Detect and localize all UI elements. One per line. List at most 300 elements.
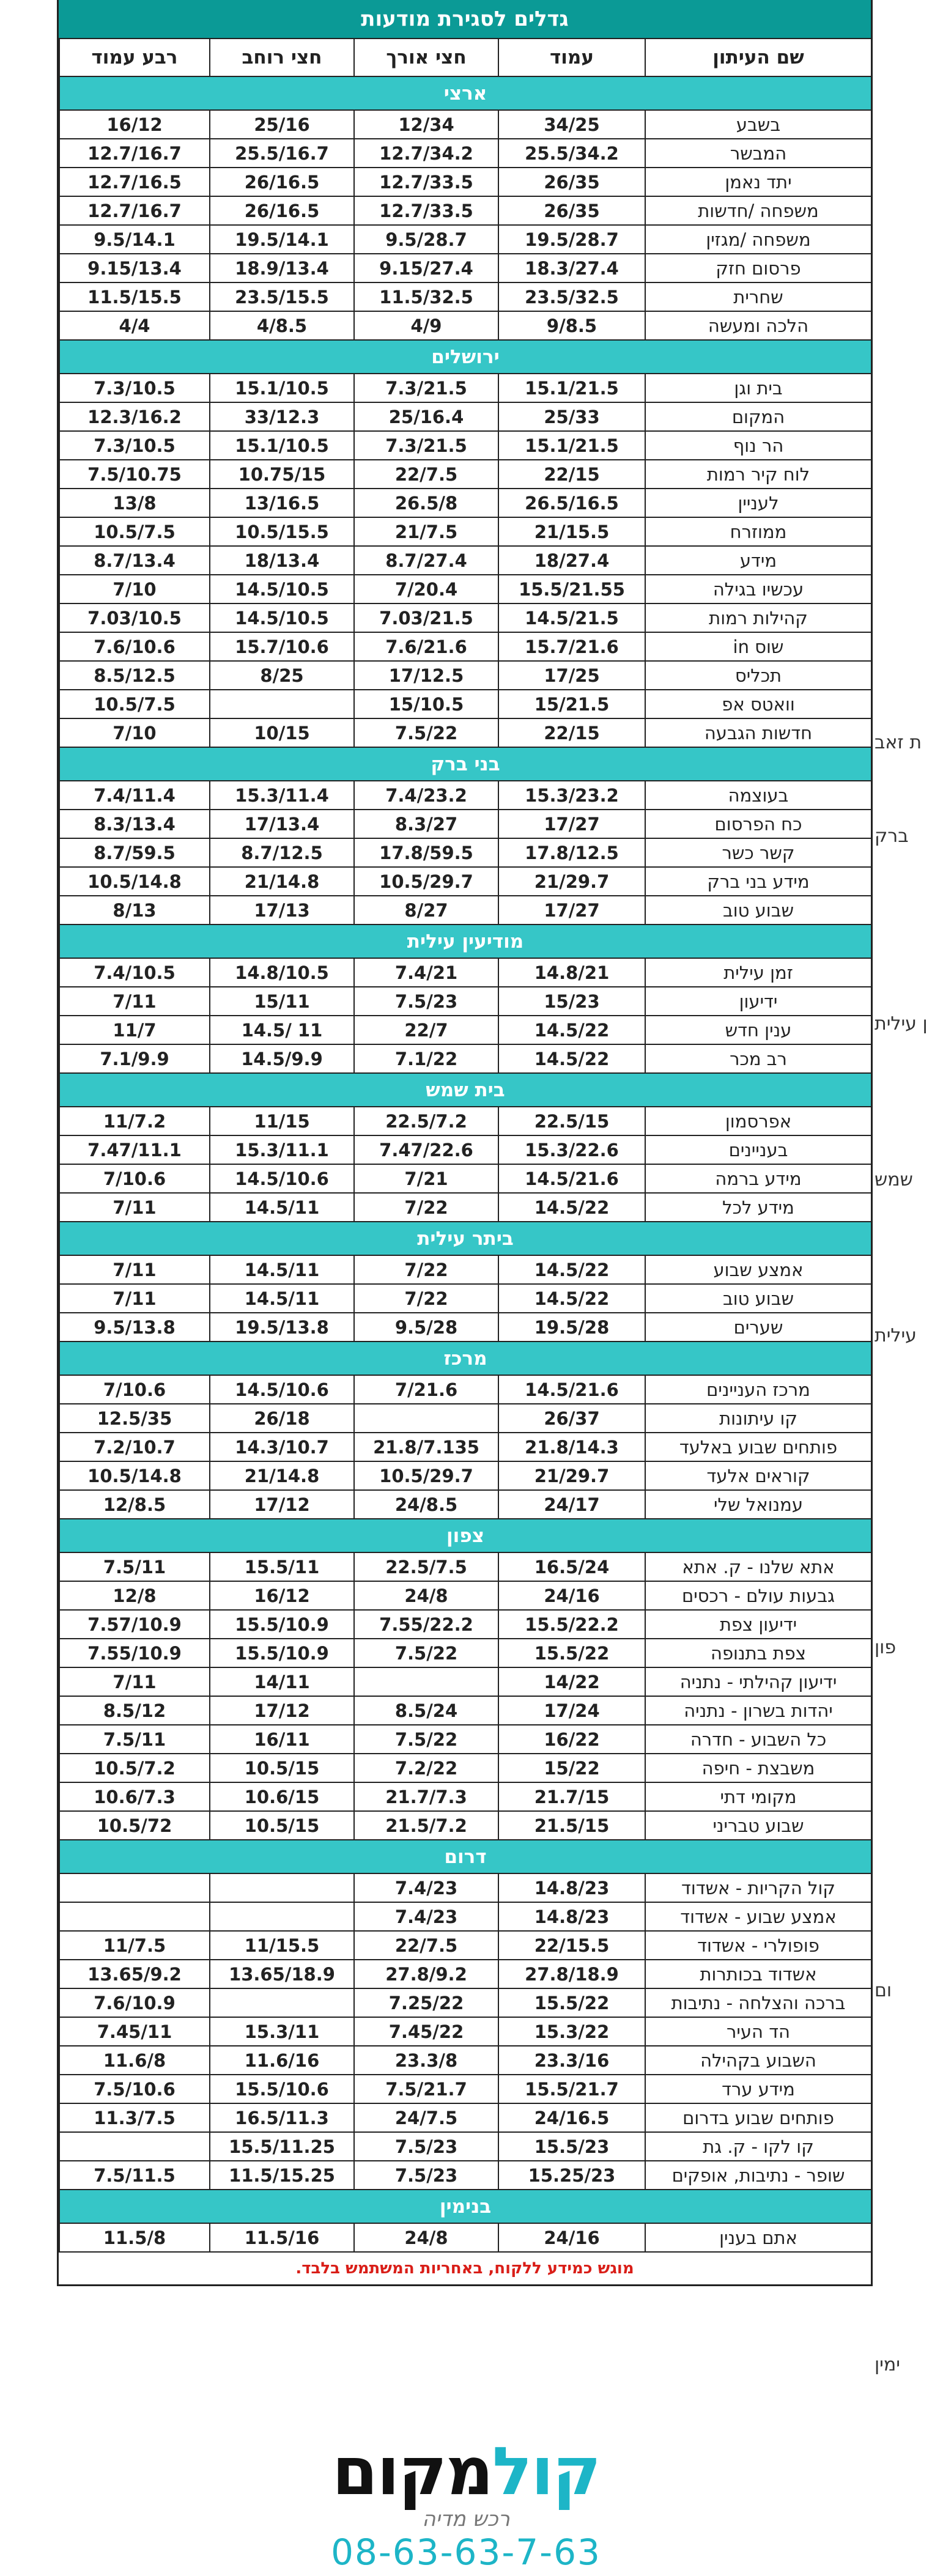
full-page-cell: 24/17 [498,1490,645,1519]
quarter-page-cell: 7.4/11.4 [59,781,210,810]
newspaper-name-cell: השבוע בקהילה [645,2046,871,2075]
region-header-row [59,924,871,958]
quarter-page-cell: 10.5/14.8 [59,867,210,896]
full-page-cell: 15/22 [498,1754,645,1782]
newspaper-name-cell: בעוצמה [645,781,871,810]
table-row [59,1811,871,1840]
half-width-cell: 14/11 [210,1667,354,1696]
full-page-cell: 34/25 [498,110,645,139]
quarter-page-cell: 10.6/7.3 [59,1782,210,1811]
half-width-cell: 8.7/12.5 [210,838,354,867]
sizes-table [59,38,872,2253]
table-row [59,958,871,987]
full-page-cell: 15.5/21.55 [498,575,645,603]
full-page-cell: 16/22 [498,1725,645,1754]
table-row [59,661,871,690]
region-name: דרום [59,1840,871,1873]
newspaper-name-cell: עמנואל שלי [645,1490,871,1519]
quarter-page-cell: 7.5/11 [59,1725,210,1754]
full-page-cell: 15.5/22.2 [498,1610,645,1639]
quarter-page-cell: 11.6/8 [59,2046,210,2075]
full-page-cell: 17.8/12.5 [498,838,645,867]
half-width-cell: 14.5/10.5 [210,603,354,632]
quarter-page-cell: 11/7.5 [59,1931,210,1960]
sizes-sheet [57,0,873,2286]
logo-word-kol: קול [492,2434,600,2510]
quarter-page-cell: 7/11 [59,1284,210,1313]
table-row [59,1960,871,1988]
full-page-cell: 14.5/22 [498,1044,645,1073]
newspaper-name-cell: מידע [645,546,871,575]
table-row [59,2161,871,2190]
table-row [59,838,871,867]
table-row [59,460,871,489]
full-page-cell: 14.5/22 [498,1193,645,1222]
half-width-cell: 11.6/16 [210,2046,354,2075]
half-length-cell: 8/27 [354,896,498,924]
side-label: פון [875,1637,897,1658]
half-length-cell: 22/7 [354,1016,498,1044]
quarter-page-cell: 12.7/16.7 [59,139,210,168]
half-length-cell: 7.5/22 [354,1639,498,1667]
half-length-cell: 21.7/7.3 [354,1782,498,1811]
quarter-page-cell: 7/10 [59,718,210,747]
half-width-cell: 14.5/ 11 [210,1016,354,1044]
newspaper-name-cell: מידע ערד [645,2075,871,2103]
half-length-cell: 17/12.5 [354,661,498,690]
sheet-title: גדלים לסגירת מודעות [59,0,871,38]
quarter-page-cell: 7.4/10.5 [59,958,210,987]
newspaper-name-cell: כח הפרסום [645,810,871,838]
half-width-cell: 25/16 [210,110,354,139]
table-row [59,1490,871,1519]
half-width-cell: 18/13.4 [210,546,354,575]
half-length-cell: 7.5/22 [354,718,498,747]
quarter-page-cell: 7.55/10.9 [59,1639,210,1667]
table-row [59,225,871,254]
half-width-cell: 8/25 [210,661,354,690]
full-page-cell: 15.1/21.5 [498,431,645,460]
full-page-cell: 27.8/18.9 [498,1960,645,1988]
region-name: ביתר עילית [59,1222,871,1255]
newspaper-name-cell: קהילות רמות [645,603,871,632]
newspaper-name-cell: בשבע [645,110,871,139]
table-row [59,1164,871,1193]
half-width-cell: 26/16.5 [210,168,354,196]
half-width-cell: 15.5/11 [210,1552,354,1581]
table-row [59,1193,871,1222]
half-length-cell: 17.8/59.5 [354,838,498,867]
newspaper-name-cell: ידיעון צפת [645,1610,871,1639]
half-width-cell: 14.5/11 [210,1284,354,1313]
half-length-cell: 7.5/22 [354,1725,498,1754]
half-length-cell: 27.8/9.2 [354,1960,498,1988]
full-page-cell: 15/21.5 [498,690,645,718]
quarter-page-cell [59,1902,210,1931]
newspaper-name-cell: מידע ברמה [645,1164,871,1193]
full-page-cell: 15.3/22.6 [498,1135,645,1164]
newspaper-name-cell: אתם בענין [645,2223,871,2252]
half-length-cell: 24/7.5 [354,2103,498,2132]
newspaper-name-cell: לוח קיר רמות [645,460,871,489]
side-label: ן עילית [875,1013,928,1035]
full-page-cell: 15.3/23.2 [498,781,645,810]
quarter-page-cell: 7.5/10.75 [59,460,210,489]
half-width-cell: 14.5/9.9 [210,1044,354,1073]
full-page-cell: 21/15.5 [498,517,645,546]
region-name: בית שמש [59,1073,871,1107]
newspaper-name-cell: המקום [645,402,871,431]
region-header-row [59,1222,871,1255]
half-width-cell: 21/14.8 [210,867,354,896]
half-length-cell: 12.7/33.5 [354,196,498,225]
quarter-page-cell: 12/8 [59,1581,210,1610]
half-length-cell: 21.8/7.135 [354,1433,498,1461]
table-row [59,987,871,1016]
half-width-cell: 15.1/10.5 [210,374,354,402]
full-page-cell: 22/15.5 [498,1931,645,1960]
table-row [59,575,871,603]
half-length-cell: 10.5/29.7 [354,867,498,896]
half-length-cell: 22.5/7.2 [354,1107,498,1135]
header-full-page: עמוד [498,39,645,76]
quarter-page-cell: 11.5/8 [59,2223,210,2252]
quarter-page-cell: 11.5/15.5 [59,282,210,311]
newspaper-name-cell: ענין חדש [645,1016,871,1044]
table-row [59,402,871,431]
half-width-cell: 23.5/15.5 [210,282,354,311]
full-page-cell: 14.8/21 [498,958,645,987]
table-row [59,1782,871,1811]
full-page-cell: 14.8/23 [498,1873,645,1902]
half-width-cell: 13.65/18.9 [210,1960,354,1988]
half-length-cell: 12.7/34.2 [354,139,498,168]
half-length-cell: 7.5/23 [354,2132,498,2161]
half-width-cell [210,1873,354,1902]
table-row [59,1284,871,1313]
table-row [59,139,871,168]
newspaper-name-cell: צפת בתנופה [645,1639,871,1667]
newspaper-name-cell: מידע בני ברק [645,867,871,896]
half-width-cell [210,1988,354,2017]
disclaimer: מוגש כמידע ללקוח, באחריות המשתמש בלבד. [295,2259,634,2278]
region-header-row [59,747,871,781]
half-length-cell: 11.5/32.5 [354,282,498,311]
table-row [59,867,871,896]
quarter-page-cell: 12/8.5 [59,1490,210,1519]
quarter-page-cell: 11.3/7.5 [59,2103,210,2132]
half-width-cell: 17/13.4 [210,810,354,838]
half-length-cell: 7/22 [354,1284,498,1313]
quarter-page-cell: 9.5/14.1 [59,225,210,254]
full-page-cell: 21/29.7 [498,867,645,896]
side-label: ברק [875,825,909,847]
half-width-cell: 14.5/10.6 [210,1375,354,1404]
half-width-cell: 33/12.3 [210,402,354,431]
quarter-page-cell: 7/10.6 [59,1164,210,1193]
newspaper-name-cell: אפרסמון [645,1107,871,1135]
newspaper-name-cell: קו עיתונות [645,1404,871,1433]
table-row [59,1902,871,1931]
full-page-cell: 17/25 [498,661,645,690]
newspaper-name-cell: שחרית [645,282,871,311]
newspaper-name-cell: זמן עילית [645,958,871,987]
side-label: ימין [875,2354,900,2375]
full-page-cell: 14.5/22 [498,1284,645,1313]
newspaper-name-cell: שערים [645,1313,871,1342]
quarter-page-cell: 7.5/11 [59,1552,210,1581]
quarter-page-cell: 7.3/10.5 [59,431,210,460]
newspaper-name-cell: יתד נאמן [645,168,871,196]
half-length-cell: 7.55/22.2 [354,1610,498,1639]
newspaper-name-cell: גבעות עולם - רכסים [645,1581,871,1610]
newspaper-name-cell: פרסום חזק [645,254,871,282]
region-header-row [59,76,871,110]
newspaper-name-cell: קוראים אלעד [645,1461,871,1490]
full-page-cell: 26/35 [498,196,645,225]
side-label: ום [875,1980,892,2001]
newspaper-name-cell: שופר - נתיבות, אופקים [645,2161,871,2190]
table-row [59,2103,871,2132]
logo-tagline: רכש מדיה [422,2507,510,2531]
table-row [59,1696,871,1725]
full-page-cell: 15/23 [498,987,645,1016]
half-width-cell: 11/15 [210,1107,354,1135]
half-width-cell: 15.7/10.6 [210,632,354,661]
full-page-cell: 21.7/15 [498,1782,645,1811]
table-row [59,2017,871,2046]
full-page-cell: 18/27.4 [498,546,645,575]
quarter-page-cell: 7.6/10.9 [59,1988,210,2017]
table-row [59,254,871,282]
header-row [59,39,871,76]
quarter-page-cell: 7.5/10.6 [59,2075,210,2103]
full-page-cell: 26/35 [498,168,645,196]
table-row [59,1313,871,1342]
half-width-cell: 10.5/15 [210,1754,354,1782]
table-row [59,546,871,575]
half-length-cell: 22/7.5 [354,460,498,489]
half-length-cell: 9.5/28 [354,1313,498,1342]
newspaper-name-cell: חדשות הגבעה [645,718,871,747]
newspaper-name-cell: קשר כשר [645,838,871,867]
half-length-cell: 8.3/27 [354,810,498,838]
table-row [59,1667,871,1696]
header-half-length: חצי אורך [354,39,498,76]
table-row [59,1135,871,1164]
half-length-cell: 7/21.6 [354,1375,498,1404]
half-width-cell: 17/12 [210,1490,354,1519]
half-width-cell: 10.5/15.5 [210,517,354,546]
half-width-cell: 15.1/10.5 [210,431,354,460]
quarter-page-cell: 7.5/11.5 [59,2161,210,2190]
table-row [59,1754,871,1782]
quarter-page-cell [59,1873,210,1902]
side-label: שמש [875,1169,913,1190]
newspaper-name-cell: עכשיו בגילה [645,575,871,603]
quarter-page-cell: 16/12 [59,110,210,139]
newspaper-name-cell: אמצע שבוע [645,1255,871,1284]
newspaper-name-cell: וואטס אפ [645,690,871,718]
newspaper-name-cell: משבצת - חיפה [645,1754,871,1782]
newspaper-name-cell: שבוע טוב [645,1284,871,1313]
full-page-cell: 22/15 [498,718,645,747]
logo-wordmark [0,2434,932,2510]
half-length-cell: 7.25/22 [354,1988,498,2017]
half-length-cell: 7/22 [354,1255,498,1284]
full-page-cell: 9/8.5 [498,311,645,340]
half-length-cell: 7/21 [354,1164,498,1193]
table-row [59,718,871,747]
half-width-cell: 16/11 [210,1725,354,1754]
half-width-cell: 19.5/14.1 [210,225,354,254]
half-length-cell: 24/8 [354,1581,498,1610]
region-header-row [59,1840,871,1873]
half-length-cell: 24/8 [354,2223,498,2252]
half-length-cell: 9.15/27.4 [354,254,498,282]
logo-word-makom: מקום [332,2434,492,2510]
table-row [59,632,871,661]
full-page-cell: 21.8/14.3 [498,1433,645,1461]
table-row [59,1873,871,1902]
quarter-page-cell: 10.5/14.8 [59,1461,210,1490]
table-row [59,2075,871,2103]
quarter-page-cell: 7.6/10.6 [59,632,210,661]
half-width-cell: 10.75/15 [210,460,354,489]
half-length-cell [354,1667,498,1696]
half-width-cell: 13/16.5 [210,489,354,517]
newspaper-name-cell: משפחה /מגזין [645,225,871,254]
quarter-page-cell: 7.03/10.5 [59,603,210,632]
half-width-cell: 15/11 [210,987,354,1016]
region-header-row [59,1342,871,1375]
header-newspaper: שם העיתון [645,39,871,76]
full-page-cell: 17/27 [498,896,645,924]
quarter-page-cell: 10.5/72 [59,1811,210,1840]
half-length-cell: 12/34 [354,110,498,139]
table-row [59,603,871,632]
half-length-cell: 8.7/27.4 [354,546,498,575]
quarter-page-cell: 11/7 [59,1016,210,1044]
full-page-cell: 21/29.7 [498,1461,645,1490]
table-row [59,1639,871,1667]
region-header-row [59,340,871,374]
half-width-cell: 15.3/11 [210,2017,354,2046]
quarter-page-cell: 9.5/13.8 [59,1313,210,1342]
half-length-cell: 12.7/33.5 [354,168,498,196]
half-length-cell: 9.5/28.7 [354,225,498,254]
table-row [59,311,871,340]
newspaper-name-cell: המבשר [645,139,871,168]
full-page-cell: 14.5/21.6 [498,1375,645,1404]
side-label: עילית [875,1325,917,1346]
quarter-page-cell: 13/8 [59,489,210,517]
quarter-page-cell: 7/11 [59,1193,210,1222]
quarter-page-cell: 8.7/59.5 [59,838,210,867]
table-row [59,489,871,517]
full-page-cell: 16.5/24 [498,1552,645,1581]
full-page-cell: 21.5/15 [498,1811,645,1840]
half-length-cell: 22.5/7.5 [354,1552,498,1581]
full-page-cell: 14.5/21.5 [498,603,645,632]
table-row [59,1107,871,1135]
newspaper-name-cell: פותחים שבוע באלעד [645,1433,871,1461]
newspaper-name-cell: מרכז העניינים [645,1375,871,1404]
table-row [59,517,871,546]
half-length-cell: 21/7.5 [354,517,498,546]
quarter-page-cell: 13.65/9.2 [59,1960,210,1988]
half-length-cell: 21.5/7.2 [354,1811,498,1840]
quarter-page-cell: 7.47/11.1 [59,1135,210,1164]
region-name: צפון [59,1519,871,1552]
full-page-cell: 23.3/16 [498,2046,645,2075]
newspaper-name-cell: מידע לכל [645,1193,871,1222]
full-page-cell: 15.7/21.6 [498,632,645,661]
table-row [59,1016,871,1044]
newspaper-name-cell: בעניינים [645,1135,871,1164]
full-page-cell: 23.5/32.5 [498,282,645,311]
half-length-cell: 10.5/29.7 [354,1461,498,1490]
full-page-cell: 26.5/16.5 [498,489,645,517]
half-length-cell: 7/20.4 [354,575,498,603]
half-width-cell: 18.9/13.4 [210,254,354,282]
full-page-cell: 15.25/23 [498,2161,645,2190]
half-width-cell [210,1902,354,1931]
half-width-cell: 25.5/16.7 [210,139,354,168]
region-name: מודיעין עילית [59,924,871,958]
newspaper-name-cell: כל השבוע - חדרה [645,1725,871,1754]
full-page-cell: 17/27 [498,810,645,838]
region-header-row [59,1519,871,1552]
newspaper-name-cell: ידיעון קהילתי - נתניה [645,1667,871,1696]
region-name: בני ברק [59,747,871,781]
newspaper-name-cell: אשדוד בכותרות [645,1960,871,1988]
full-page-cell: 15.5/23 [498,2132,645,2161]
table-row [59,1255,871,1284]
half-length-cell: 24/8.5 [354,1490,498,1519]
half-length-cell: 7.3/21.5 [354,431,498,460]
table-row [59,1044,871,1073]
newspaper-name-cell: אמצע שבוע - אשדוד [645,1902,871,1931]
region-name: ארצי [59,76,871,110]
quarter-page-cell: 11/7.2 [59,1107,210,1135]
half-length-cell: 7.4/21 [354,958,498,987]
half-length-cell: 8.5/24 [354,1696,498,1725]
full-page-cell: 22.5/15 [498,1107,645,1135]
quarter-page-cell: 7.3/10.5 [59,374,210,402]
region-name: ירושלים [59,340,871,374]
quarter-page-cell: 7.57/10.9 [59,1610,210,1639]
quarter-page-cell: 7/11 [59,987,210,1016]
half-width-cell: 10.5/15 [210,1811,354,1840]
quarter-page-cell: 12.3/16.2 [59,402,210,431]
half-width-cell: 15.3/11.1 [210,1135,354,1164]
quarter-page-cell: 10.5/7.5 [59,690,210,718]
quarter-page-cell: 8/13 [59,896,210,924]
quarter-page-cell: 8.5/12 [59,1696,210,1725]
newspaper-name-cell: בית וגן [645,374,871,402]
half-length-cell: 15/10.5 [354,690,498,718]
half-width-cell: 11/15.5 [210,1931,354,1960]
phone-number: 08-63-63-7-63 [331,2531,601,2573]
quarter-page-cell: 7.2/10.7 [59,1433,210,1461]
quarter-page-cell: 8.3/13.4 [59,810,210,838]
half-length-cell: 26.5/8 [354,489,498,517]
quarter-page-cell: 8.5/12.5 [59,661,210,690]
table-row [59,2223,871,2252]
half-length-cell: 7.4/23 [354,1902,498,1931]
half-width-cell: 17/13 [210,896,354,924]
